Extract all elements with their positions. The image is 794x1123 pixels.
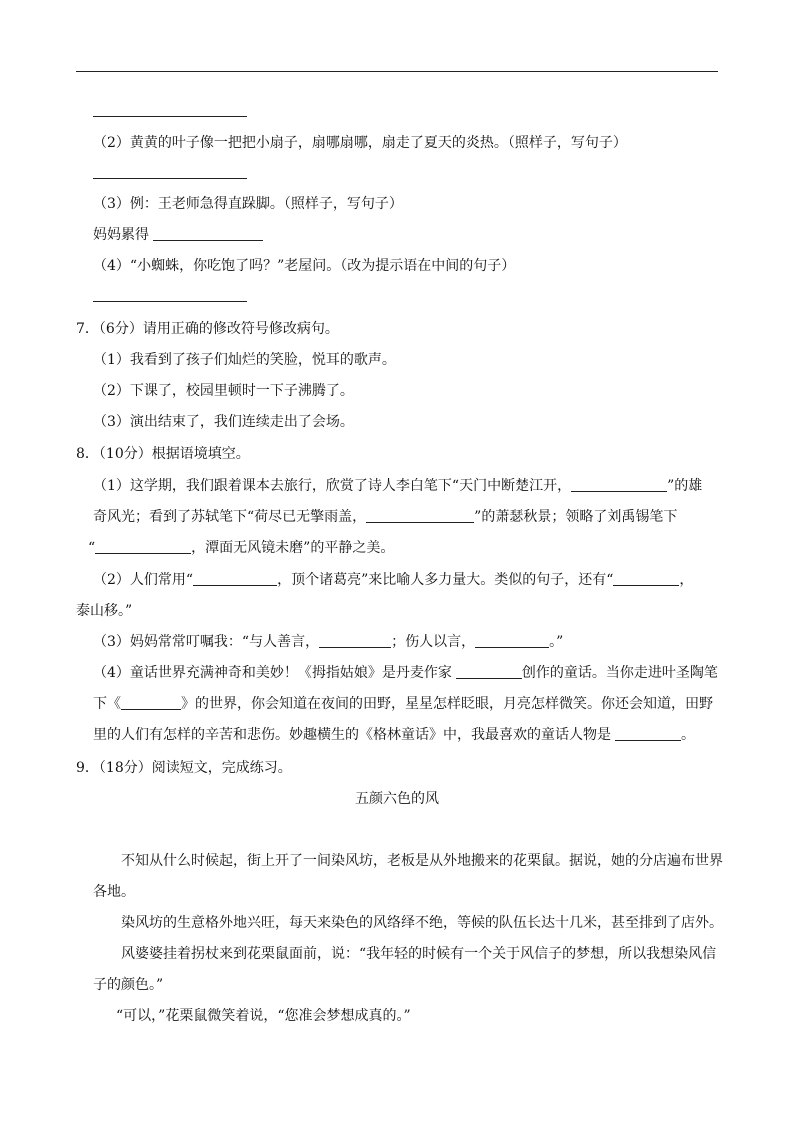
answer-blank[interactable] [475, 633, 549, 648]
q8-p1-text-d: ”的萧瑟秋景；领略了刘禹锡笔下 [474, 509, 678, 525]
q8-p2-line1 [93, 571, 693, 589]
answer-blank[interactable] [456, 664, 522, 679]
q6-item-3-answer [93, 226, 263, 244]
q6-item-3-prefix: 妈妈累得 [93, 227, 149, 243]
passage-line-6: “可以，”花栗鼠微笑着说，“您准会梦想成真的。” [116, 1008, 411, 1024]
q8-p4-line2 [93, 695, 713, 713]
q8-p4-text-f: 。 [681, 727, 695, 743]
q8-p4-text-c: 下《 [93, 696, 121, 712]
q8-number: 8． [76, 446, 99, 462]
q9-heading [76, 759, 292, 777]
answer-blank[interactable] [95, 539, 191, 554]
answer-blank[interactable] [319, 633, 391, 648]
answer-blank[interactable] [366, 508, 474, 523]
q9-number: 9． [76, 760, 99, 776]
passage-line-5: 子的颜色。” [93, 977, 164, 993]
q8-p2-line2: 泰山移。” [76, 603, 133, 619]
answer-blank[interactable] [613, 571, 679, 586]
q8-p3 [93, 633, 563, 651]
q8-p4-line3 [93, 726, 695, 744]
q7-heading [76, 320, 339, 338]
q8-p1-line2 [93, 508, 677, 526]
q7-stem: （6分）请用正确的修改符号修改病句。 [98, 321, 339, 337]
q8-p4-text-d: 》的世界，你会知道在夜间的田野，星星怎样眨眼，月亮怎样微笑。你还会知道，田野 [181, 696, 713, 712]
q8-p4-text-a: （4）童话世界充满神奇和美妙！《拇指姑娘》是丹麦作家 [93, 665, 452, 681]
q8-p4-text-e: 里的人们有怎样的辛苦和悲伤。妙趣横生的《格林童话》中，我最喜欢的童话人物是 [93, 727, 611, 743]
passage-title: 五颜六色的风 [355, 791, 439, 807]
header-rule [76, 71, 718, 72]
q7-number: 7． [76, 321, 99, 337]
q8-p1-text-e: “ [88, 540, 96, 556]
q8-p4-line1 [93, 664, 718, 682]
q8-p3-text-c: 。” [549, 634, 564, 650]
q7-item-2: （2）下课了，校园里顿时一下子沸腾了。 [93, 383, 354, 399]
q8-p1-text-a: （1）这学期，我们跟着课本去旅行，欣赏了诗人李白笔下“天门中断楚江开， [93, 478, 572, 494]
answer-line-3[interactable] [93, 301, 247, 302]
passage-line-1: 不知从什么时候起，街上开了一间染风坊，老板是从外地搬来的花栗鼠。据说，她的分店遍布世界 [121, 853, 723, 869]
passage-line-3: 染风坊的生意格外地兴旺，每天来染色的风络绎不绝，等候的队伍长达十几米，甚至排到了店外。 [121, 915, 723, 931]
q8-p2-text-a: （2）人们常用“ [93, 572, 194, 588]
q8-p3-text-a: （3）妈妈常常叮嘱我：“与人善言， [93, 634, 320, 650]
q6-item-3: （3）例：王老师急得直跺脚。（照样子，写句子） [93, 196, 403, 212]
q7-item-1: （1）我看到了孩子们灿烂的笑脸，悦耳的歌声。 [93, 352, 396, 368]
q9-stem: （18分）阅读短文，完成练习。 [98, 760, 292, 776]
passage-line-4: 风婆婆挂着拐杖来到花栗鼠面前，说：“我年轻的时候有一个关于风信子的梦想，所以我想染风信 [121, 946, 717, 962]
q8-p1-text-c: 奇风光；看到了苏轼笔下“荷尽已无擎雨盖， [93, 509, 367, 525]
q6-item-4: （4）“小蜘蛛，你吃饱了吗？”老屋问。（改为提示语在中间的句子） [93, 258, 516, 274]
q8-heading [76, 445, 250, 463]
q8-stem: （10分）根据语境填空。 [98, 446, 250, 462]
answer-blank[interactable] [121, 695, 181, 710]
q8-p2-text-c: ， [679, 572, 694, 588]
q8-p2-text-b: ，顶个诸葛亮”来比喻人多力量大。类似的句子，还有“ [277, 572, 614, 588]
answer-blank[interactable] [193, 571, 277, 586]
passage-line-2: 各地。 [93, 884, 135, 900]
q8-p3-text-b: ；伤人以言， [391, 634, 476, 650]
answer-line-1[interactable] [93, 116, 247, 117]
q8-p1-text-b: ”的雄 [667, 478, 703, 494]
q8-p4-text-b: 创作的童话。当你走进叶圣陶笔 [521, 665, 718, 681]
q8-p1-line3 [88, 539, 394, 557]
q8-p1-line1 [93, 477, 702, 495]
q7-item-3: （3）演出结束了，我们连续走出了会场。 [93, 414, 354, 430]
answer-blank[interactable] [615, 726, 681, 741]
answer-line-2[interactable] [93, 178, 247, 179]
answer-blank[interactable] [571, 477, 667, 492]
q6-item-2: （2）黄黄的叶子像一把把小扇子，扇哪扇哪，扇走了夏天的炎热。（照样子，写句子） [93, 135, 627, 151]
q8-p1-text-f: ，潭面无风镜未磨”的平静之美。 [191, 540, 395, 556]
answer-blank[interactable] [153, 226, 263, 241]
